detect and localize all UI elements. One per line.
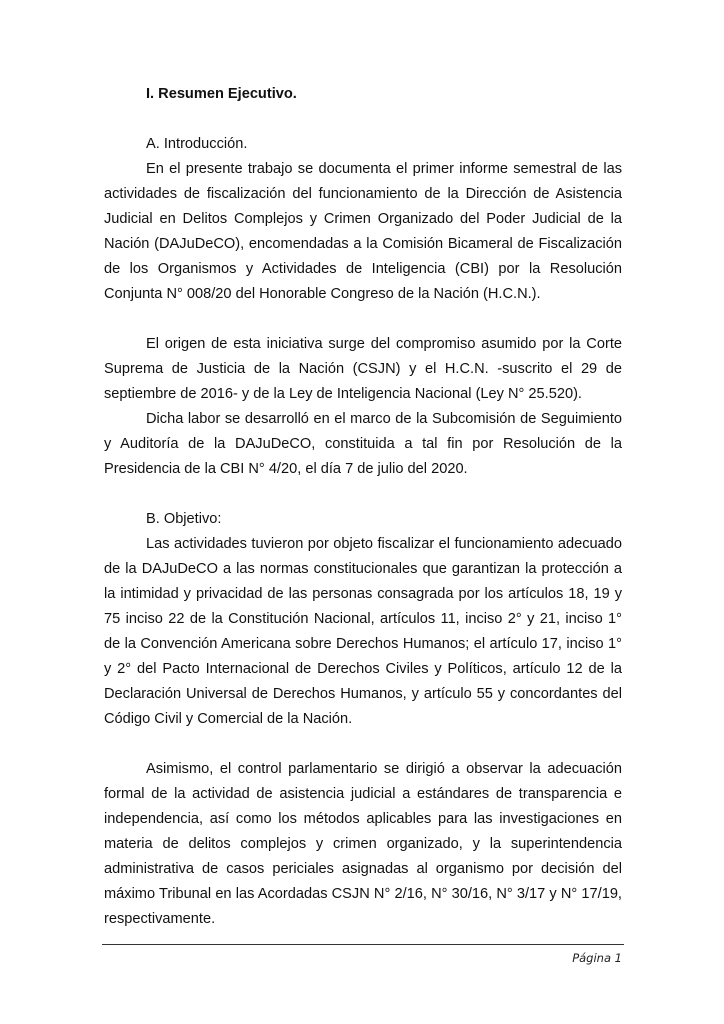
objective-paragraph-2: Asimismo, el control parlamentario se dirigió a observar la adecuación formal de la actividad de asistencia judicial a estándares de transparencia e independencia, así como los métodos aplicables para las investigaciones en materia de delitos complejos y crimen organizado, y la superintendencia administrativa de casos periciales asignadas al organismo por decisión del máximo Tribunal en las Acordadas CSJN N° 2/16, N° 30/16, N° 3/17 y N° 17/19, respectivamente. — [104, 761, 622, 927]
page-number: Página 1 — [572, 951, 622, 965]
objective-heading: B. Objetivo: — [146, 511, 222, 527]
spacer — [104, 107, 622, 132]
objective-paragraph-1: Las actividades tuvieron por objeto fiscalizar el funcionamiento adecuado de la DAJuDeCO a las normas constitucionales que garantizan la protección a la intimidad y privacidad de las personas consagrada por los artículos 18, 19 y 75 inciso 22 de la Constitución Nacional, artículos 11, inciso 2° y 21, inciso 1° de la Convención Americana sobre Derechos Humanos; el artículo 17, inciso 1° y 2° del Pacto Internacional de Derechos Civiles y Políticos, artículo 12 de la Declaración Universal de Derechos Humanos, y artículo 55 y concordantes del Código Civil y Comercial de la Nación. — [104, 536, 622, 727]
intro-paragraph-2: El origen de esta iniciativa surge del compromiso asumido por la Corte Suprema de Justicia de la Nación (CSJN) y el H.C.N. -suscrito el 29 de septiembre de 2016- y de la Ley de Inteligencia Nacional (Ley N° 25.520). — [104, 336, 622, 402]
intro-paragraph-1: En el presente trabajo se documenta el primer informe semestral de las actividades de fiscalización del funcionamiento de la Dirección de Asistencia Judicial en Delitos Complejos y Crimen Organizado del Poder Judicial de la Nación (DAJuDeCO), encomendadas a la Comisión Bicameral de Fiscalización de los Organismos y Actividades de Inteligencia (CBI) por la Resolución Conjunta N° 008/20 del Honorable Congreso de la Nación (H.C.N.). — [104, 161, 622, 302]
page-content — [104, 82, 622, 932]
section-title: I. Resumen Ejecutivo. — [146, 86, 297, 102]
spacer — [104, 307, 622, 332]
spacer — [104, 732, 622, 757]
intro-heading: A. Introducción. — [146, 136, 248, 152]
intro-paragraph-3: Dicha labor se desarrolló en el marco de la Subcomisión de Seguimiento y Auditoría de la DAJuDeCO, constituida a tal fin por Resolución de la Presidencia de la CBI N° 4/20, el día 7 de julio del 2020. — [104, 411, 622, 477]
spacer — [104, 482, 622, 507]
footer-divider — [102, 944, 624, 945]
